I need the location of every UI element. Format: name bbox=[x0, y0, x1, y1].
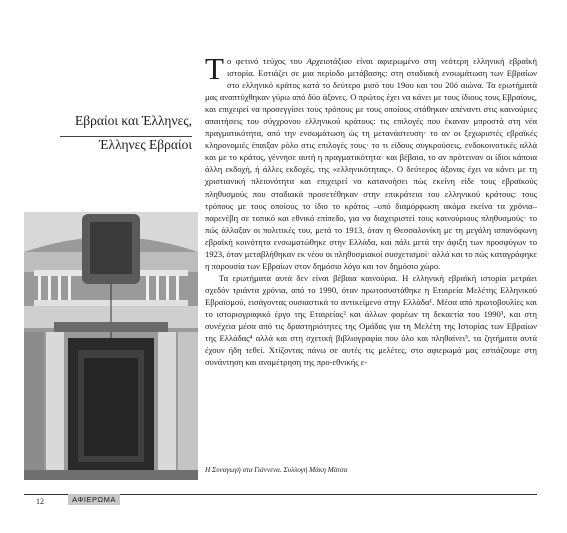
paragraph-2: Τα ερωτήματα αυτά δεν είναι βέβαια καινούρια. Η ελληνική εβραϊκή ιστορία μετράει σχεδόν τριάντα χρόνια, από το 1990, όταν πρωτοσυστάθηκε η Εταιρεία Μελέτης Ελληνικού Εβραϊσμού, εισάγοντας ουσιαστικά το αντικείμενο στην Ελλάδα¹. Μέσα από πρωτοβουλίες και το ιστοριογραφικό έργο της Εταιρείας² και άλλων φορέων τη δεκαετία του 1990³, και στη συνέχεια μέσα από τις δραστηριότητες της Ομάδας για τη Μελέτη της Ιστορίας των Εβραίων της Ελλάδας⁴ αλλά και στη σχετική βιβλιογραφία που όλο και πληθαίνει⁵, τα ζητήματα αυτά έχουν ήδη τεθεί. Χτίζοντας πάνω σε αυτές τις μελέτες, στο αφιερωμά μας εστιάζουμε στη συνάντηση και αναμέτρηση της προ-εθνικής ε- bbox=[205, 272, 537, 368]
article-body bbox=[205, 55, 537, 460]
paragraph-1-text: είναι αφιερωμένο στη νεότερη ελληνική εβραϊκή ιστορία. Εστιάζει σε μια περίοδο μετάβασης: στη σταδιακή ενσωμάτωση των Εβραίων στο ελληνικό κράτος κατά το δεύτερο μισό του 19ου και του 20ό αιώνα. Τα ερωτήματά μας αναπτύχθηκαν γύρω από δύο άξονες. Ο πρώτος έχει να κάνει με τους ίδιους τους Εβραίους, και επιχειρεί να προσεγγίσει τους τρόπους με τους οποίους στάθηκαν απέναντι στις καινούριες απαιτήσεις του σύγχρονου ελληνικού κράτους: τις επιλογές που έκαναν μπροστά στη νέα πραγματικότητα, από την ενσωμάτωση ώς τη μετανάστευση· το αν οι ξεχωριστές εβραϊκές κληρονομιές έπαιξαν ρόλο στις επιλογές τους· το τι είδους συγκρούσεις, ενδοκοινοτικές αλλά και με το κράτος, γέννησε αυτή η πραγματικότητα· και βέβαια, το αν πρότειναν οι ίδιοι κάποια άλλη εκδοχή, ή άλλες εκδοχές, της «ελληνικότητας». Ο δεύτερος άξονας έχει να κάνει με τη χριστιανική πλειονότητα και επιχειρεί να κατανοήσει πώς εκείνη είδε τους εβραϊκούς πληθυσμούς που σταδιακά προσετέθηκαν στην επικράτεια του ελληνικού κράτους: τους τρόπους με τους οποίους το ίδιο το κράτος –υπό διαμόρφωση ακόμα εκείνα τα χρόνια– παρενέβη σε τοπικό και εθνικό επίπεδο, για να διαχειριστεί τους καινούριους πληθυσμούς· το πώς άλλαξαν οι πολιτικές του, μετά το 1913, όταν η Θεσσαλονίκη με τη μεγάλη ισπανόφωνη εβραϊκή κοινότητα ενσωματώθηκε στην Ελλάδα, και πάλι μετά την άφιξη των προσφύγων το 1923, όταν μεταβλήθηκαν εκ νέου οι πληθυσμιακοί συσχετισμοί· αλλά και το πώς καταγράφηκε η παρουσία των Εβραίων στον δημόσιο λόγο και τον δημόσιο χώρο. bbox=[205, 56, 537, 271]
article-title-line-2: Έλληνες Εβραίοι bbox=[99, 137, 192, 152]
paragraph-1 bbox=[205, 55, 537, 272]
synagogue-photo bbox=[24, 212, 198, 480]
article-title-line-1: Εβραίοι και Έλληνες, bbox=[75, 113, 192, 128]
drop-cap: Τ bbox=[205, 55, 224, 86]
section-label: ΑΦΙΕΡΩΜΑ bbox=[68, 494, 120, 505]
photo-caption: Η Συναγωγή στα Γιάννενα. Συλλογή Μάκη Μάτσα bbox=[205, 466, 348, 474]
title-divider bbox=[60, 136, 192, 137]
page-number: 12 bbox=[36, 497, 44, 506]
article-title bbox=[60, 112, 192, 154]
synagogue-illustration bbox=[24, 212, 198, 480]
journal-name: Αρχειοτάξιου bbox=[306, 56, 352, 66]
paragraph-1-intro: ο φετινό τεύχος του bbox=[226, 56, 307, 66]
